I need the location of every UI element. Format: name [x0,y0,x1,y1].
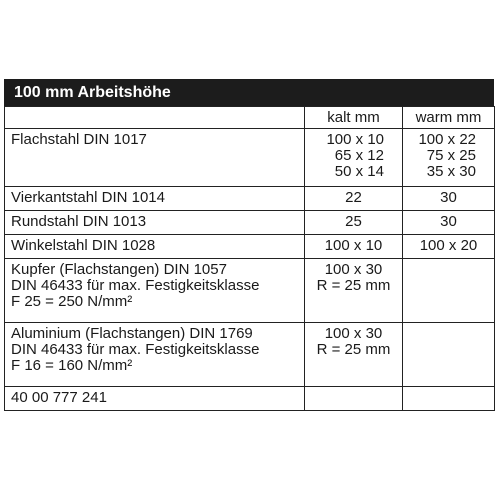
material-name [5,259,305,323]
material-name [5,323,305,387]
material-name-line: Aluminium (Flachstangen) DIN 1769 [11,325,253,342]
kalt-value-line: 65 x 12 [334,147,384,164]
kalt-value: 22 [305,187,403,211]
material-name-line: DIN 46433 für max. Festigkeitsklasse [11,277,260,294]
kalt-value: 100 x 10 [305,235,403,259]
empty-cell [403,387,495,411]
column-header-row [5,107,495,129]
column-header-warm: warm mm [403,107,495,129]
table-row [5,187,495,211]
empty-cell [305,387,403,411]
material-name: Vierkantstahl DIN 1014 [5,187,305,211]
article-number: 40 00 777 241 [5,387,305,411]
material-name-line: DIN 46433 für max. Festigkeitsklasse [11,341,260,358]
kalt-value: 25 [305,211,403,235]
material-name [5,129,305,187]
table-row-article-number [5,387,495,411]
table-row [5,259,495,323]
kalt-value-line: 100 x 10 [326,131,384,148]
warm-value [403,259,495,323]
kalt-value [305,323,403,387]
material-name: Rundstahl DIN 1013 [5,211,305,235]
kalt-value [305,129,403,187]
column-header-material [5,107,305,129]
table-title: 100 mm Arbeitshöhe [4,79,494,106]
material-name-line: Kupfer (Flachstangen) DIN 1057 [11,261,227,278]
material-name-line: Flachstahl DIN 1017 [11,131,147,148]
kalt-value-line: R = 25 mm [316,277,391,294]
warm-value-line: 35 x 30 [426,163,476,180]
material-name-line: F 25 = 250 N/mm² [11,293,133,310]
warm-value: 100 x 20 [403,235,495,259]
warm-value: 30 [403,211,495,235]
table-row [5,323,495,387]
table-row [5,211,495,235]
spec-table [4,106,495,411]
kalt-value-line: R = 25 mm [316,341,391,358]
warm-value-line: 75 x 25 [426,147,476,164]
kalt-value-line: 100 x 30 [324,261,383,278]
kalt-value [305,259,403,323]
kalt-value-line: 50 x 14 [334,163,384,180]
table-row [5,129,495,187]
warm-value-line: 100 x 22 [418,131,476,148]
spec-sheet [4,79,494,411]
material-name-line: F 16 = 160 N/mm² [11,357,133,374]
column-header-kalt: kalt mm [305,107,403,129]
material-name: Winkelstahl DIN 1028 [5,235,305,259]
warm-value [403,129,495,187]
warm-value: 30 [403,187,495,211]
table-row [5,235,495,259]
kalt-value-line: 100 x 30 [324,325,383,342]
warm-value [403,323,495,387]
